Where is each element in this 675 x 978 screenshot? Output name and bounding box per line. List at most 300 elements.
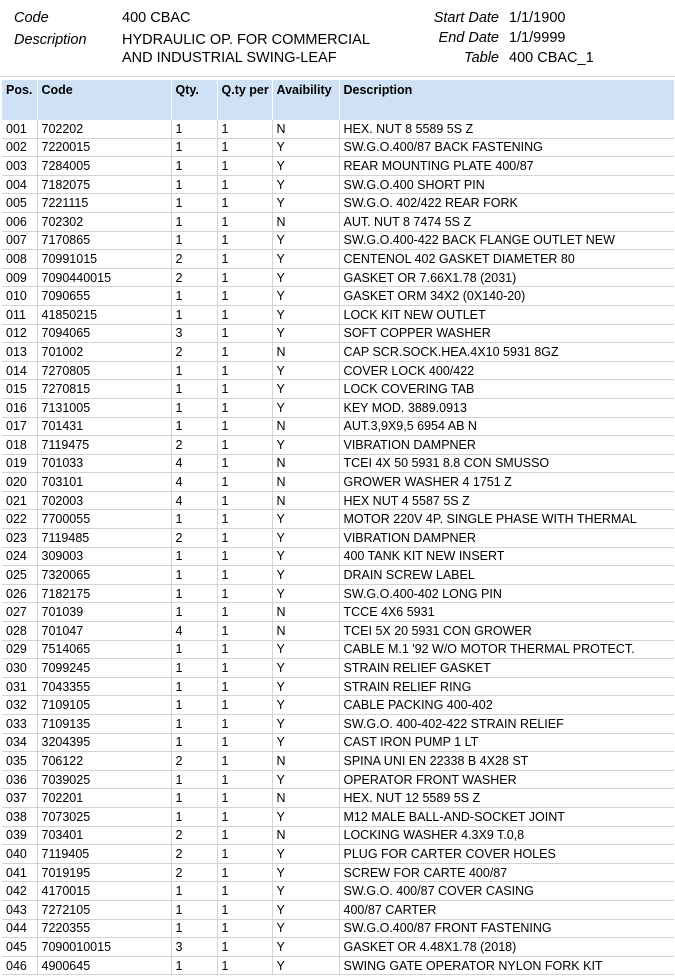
table-row bbox=[2, 491, 674, 510]
cell-availability: N bbox=[272, 622, 339, 641]
cell-pos: 041 bbox=[2, 863, 37, 882]
cell-description: MOTOR 220V 4P. SINGLE PHASE WITH THERMAL bbox=[339, 510, 674, 529]
cell-qty-per: 1 bbox=[217, 231, 272, 250]
table-row bbox=[2, 715, 674, 734]
table-row bbox=[2, 361, 674, 380]
cell-availability: Y bbox=[272, 677, 339, 696]
cell-qty-per: 1 bbox=[217, 640, 272, 659]
cell-pos: 023 bbox=[2, 529, 37, 548]
table-row bbox=[2, 789, 674, 808]
cell-description: GROWER WASHER 4 1751 Z bbox=[339, 473, 674, 492]
cell-qty-per: 1 bbox=[217, 863, 272, 882]
cell-pos: 015 bbox=[2, 380, 37, 399]
cell-qty: 1 bbox=[171, 882, 217, 901]
cell-code: 7039025 bbox=[37, 770, 171, 789]
cell-description: REAR MOUNTING PLATE 400/87 bbox=[339, 157, 674, 176]
cell-qty-per: 1 bbox=[217, 343, 272, 362]
start-date-value: 1/1/1900 bbox=[509, 10, 566, 26]
cell-code: 7090440015 bbox=[37, 268, 171, 287]
cell-pos: 038 bbox=[2, 807, 37, 826]
cell-qty: 1 bbox=[171, 900, 217, 919]
cell-availability: Y bbox=[272, 231, 339, 250]
cell-pos: 013 bbox=[2, 343, 37, 362]
cell-qty: 1 bbox=[171, 770, 217, 789]
cell-availability: Y bbox=[272, 640, 339, 659]
cell-qty-per: 1 bbox=[217, 770, 272, 789]
cell-pos: 016 bbox=[2, 398, 37, 417]
cell-code: 41850215 bbox=[37, 305, 171, 324]
cell-pos: 028 bbox=[2, 622, 37, 641]
cell-description: VIBRATION DAMPNER bbox=[339, 436, 674, 455]
code-label: Code bbox=[14, 10, 49, 26]
table-value: 400 CBAC_1 bbox=[509, 50, 594, 66]
cell-qty-per: 1 bbox=[217, 845, 272, 864]
table-row bbox=[2, 919, 674, 938]
table-row bbox=[2, 287, 674, 306]
cell-qty: 1 bbox=[171, 807, 217, 826]
cell-availability: Y bbox=[272, 900, 339, 919]
cell-qty: 1 bbox=[171, 194, 217, 213]
cell-code: 7270815 bbox=[37, 380, 171, 399]
table-row bbox=[2, 380, 674, 399]
cell-description: SW.G.O.400/87 BACK FASTENING bbox=[339, 138, 674, 157]
cell-description: GASKET OR 7.66X1.78 (2031) bbox=[339, 268, 674, 287]
cell-qty: 1 bbox=[171, 677, 217, 696]
cell-description: LOCK KIT NEW OUTLET bbox=[339, 305, 674, 324]
cell-qty: 4 bbox=[171, 473, 217, 492]
cell-code: 7090010015 bbox=[37, 938, 171, 957]
cell-qty: 3 bbox=[171, 938, 217, 957]
cell-qty-per: 1 bbox=[217, 733, 272, 752]
cell-availability: Y bbox=[272, 194, 339, 213]
cell-availability: Y bbox=[272, 157, 339, 176]
cell-code: 7221115 bbox=[37, 194, 171, 213]
cell-qty-per: 1 bbox=[217, 287, 272, 306]
cell-availability: N bbox=[272, 212, 339, 231]
cell-qty: 4 bbox=[171, 491, 217, 510]
cell-pos: 031 bbox=[2, 677, 37, 696]
cell-qty: 1 bbox=[171, 417, 217, 436]
table-row bbox=[2, 138, 674, 157]
cell-availability: N bbox=[272, 473, 339, 492]
cell-qty-per: 1 bbox=[217, 696, 272, 715]
cell-qty-per: 1 bbox=[217, 250, 272, 269]
cell-pos: 032 bbox=[2, 696, 37, 715]
cell-availability: Y bbox=[272, 938, 339, 957]
table-row bbox=[2, 696, 674, 715]
cell-qty: 1 bbox=[171, 547, 217, 566]
table-row bbox=[2, 529, 674, 548]
cell-pos: 027 bbox=[2, 603, 37, 622]
cell-availability: Y bbox=[272, 138, 339, 157]
cell-pos: 033 bbox=[2, 715, 37, 734]
column-header-qty: Qty. bbox=[171, 80, 217, 120]
cell-code: 7043355 bbox=[37, 677, 171, 696]
cell-code: 7119485 bbox=[37, 529, 171, 548]
cell-qty: 1 bbox=[171, 510, 217, 529]
cell-availability: Y bbox=[272, 566, 339, 585]
cell-qty: 1 bbox=[171, 956, 217, 975]
cell-description: HEX. NUT 8 5589 5S Z bbox=[339, 120, 674, 138]
table-row bbox=[2, 473, 674, 492]
cell-description: CAST IRON PUMP 1 LT bbox=[339, 733, 674, 752]
cell-code: 7131005 bbox=[37, 398, 171, 417]
cell-qty-per: 1 bbox=[217, 900, 272, 919]
cell-description: SCREW FOR CARTE 400/87 bbox=[339, 863, 674, 882]
table-row bbox=[2, 622, 674, 641]
cell-qty-per: 1 bbox=[217, 752, 272, 771]
table-row bbox=[2, 752, 674, 771]
table-row bbox=[2, 194, 674, 213]
table-row bbox=[2, 807, 674, 826]
cell-pos: 034 bbox=[2, 733, 37, 752]
cell-qty: 2 bbox=[171, 436, 217, 455]
table-header-row bbox=[2, 80, 674, 120]
cell-pos: 002 bbox=[2, 138, 37, 157]
cell-description: HEX. NUT 12 5589 5S Z bbox=[339, 789, 674, 808]
cell-code: 70991015 bbox=[37, 250, 171, 269]
cell-qty: 1 bbox=[171, 696, 217, 715]
table-row bbox=[2, 826, 674, 845]
table-row bbox=[2, 603, 674, 622]
cell-pos: 025 bbox=[2, 566, 37, 585]
cell-qty: 2 bbox=[171, 826, 217, 845]
cell-code: 701047 bbox=[37, 622, 171, 641]
cell-qty-per: 1 bbox=[217, 175, 272, 194]
cell-qty-per: 1 bbox=[217, 603, 272, 622]
cell-code: 701002 bbox=[37, 343, 171, 362]
cell-availability: Y bbox=[272, 882, 339, 901]
cell-pos: 044 bbox=[2, 919, 37, 938]
cell-pos: 024 bbox=[2, 547, 37, 566]
cell-qty-per: 1 bbox=[217, 566, 272, 585]
cell-availability: Y bbox=[272, 287, 339, 306]
cell-availability: Y bbox=[272, 250, 339, 269]
cell-qty-per: 1 bbox=[217, 807, 272, 826]
table-row bbox=[2, 175, 674, 194]
cell-pos: 007 bbox=[2, 231, 37, 250]
cell-qty: 1 bbox=[171, 640, 217, 659]
cell-availability: Y bbox=[272, 305, 339, 324]
cell-qty-per: 1 bbox=[217, 305, 272, 324]
cell-qty-per: 1 bbox=[217, 454, 272, 473]
cell-availability: Y bbox=[272, 547, 339, 566]
cell-code: 7109105 bbox=[37, 696, 171, 715]
cell-description: 400 TANK KIT NEW INSERT bbox=[339, 547, 674, 566]
cell-description: KEY MOD. 3889.0913 bbox=[339, 398, 674, 417]
cell-qty-per: 1 bbox=[217, 436, 272, 455]
table-row bbox=[2, 900, 674, 919]
cell-availability: Y bbox=[272, 659, 339, 678]
cell-pos: 005 bbox=[2, 194, 37, 213]
cell-qty-per: 1 bbox=[217, 938, 272, 957]
cell-availability: Y bbox=[272, 380, 339, 399]
cell-code: 4900645 bbox=[37, 956, 171, 975]
cell-pos: 020 bbox=[2, 473, 37, 492]
cell-pos: 042 bbox=[2, 882, 37, 901]
cell-description: SPINA UNI EN 22338 B 4X28 ST bbox=[339, 752, 674, 771]
cell-qty-per: 1 bbox=[217, 138, 272, 157]
cell-availability: N bbox=[272, 343, 339, 362]
cell-description: SW.G.O.400/87 FRONT FASTENING bbox=[339, 919, 674, 938]
cell-qty: 2 bbox=[171, 863, 217, 882]
cell-pos: 019 bbox=[2, 454, 37, 473]
cell-description: STRAIN RELIEF RING bbox=[339, 677, 674, 696]
table-row bbox=[2, 157, 674, 176]
cell-qty-per: 1 bbox=[217, 380, 272, 399]
table-row bbox=[2, 305, 674, 324]
cell-pos: 035 bbox=[2, 752, 37, 771]
cell-description: SW.G.O.400-402 LONG PIN bbox=[339, 584, 674, 603]
cell-availability: N bbox=[272, 120, 339, 138]
cell-qty: 2 bbox=[171, 752, 217, 771]
cell-description: SW.G.O. 402/422 REAR FORK bbox=[339, 194, 674, 213]
cell-code: 7320065 bbox=[37, 566, 171, 585]
cell-qty-per: 1 bbox=[217, 529, 272, 548]
table-row bbox=[2, 640, 674, 659]
cell-qty-per: 1 bbox=[217, 547, 272, 566]
table-row bbox=[2, 882, 674, 901]
cell-availability: N bbox=[272, 789, 339, 808]
cell-description: LOCK COVERING TAB bbox=[339, 380, 674, 399]
cell-description: PLUG FOR CARTER COVER HOLES bbox=[339, 845, 674, 864]
cell-description: OPERATOR FRONT WASHER bbox=[339, 770, 674, 789]
cell-description: COVER LOCK 400/422 bbox=[339, 361, 674, 380]
table-row bbox=[2, 547, 674, 566]
cell-availability: Y bbox=[272, 863, 339, 882]
cell-description: GASKET OR 4.48X1.78 (2018) bbox=[339, 938, 674, 957]
table-row bbox=[2, 454, 674, 473]
cell-pos: 008 bbox=[2, 250, 37, 269]
cell-pos: 040 bbox=[2, 845, 37, 864]
cell-code: 4170015 bbox=[37, 882, 171, 901]
table-row bbox=[2, 863, 674, 882]
header-divider bbox=[0, 76, 675, 77]
cell-qty: 2 bbox=[171, 845, 217, 864]
cell-pos: 021 bbox=[2, 491, 37, 510]
cell-qty-per: 1 bbox=[217, 510, 272, 529]
cell-code: 7109135 bbox=[37, 715, 171, 734]
column-header-pos: Pos. bbox=[2, 80, 37, 120]
cell-qty-per: 1 bbox=[217, 268, 272, 287]
description-label: Description bbox=[14, 32, 87, 48]
cell-pos: 018 bbox=[2, 436, 37, 455]
column-header-availability: Avaibility bbox=[272, 80, 339, 120]
cell-description: SW.G.O. 400/87 COVER CASING bbox=[339, 882, 674, 901]
cell-code: 7220355 bbox=[37, 919, 171, 938]
cell-code: 702003 bbox=[37, 491, 171, 510]
cell-qty-per: 1 bbox=[217, 789, 272, 808]
cell-pos: 009 bbox=[2, 268, 37, 287]
cell-code: 7119475 bbox=[37, 436, 171, 455]
cell-availability: Y bbox=[272, 529, 339, 548]
cell-availability: Y bbox=[272, 770, 339, 789]
cell-availability: Y bbox=[272, 175, 339, 194]
cell-qty-per: 1 bbox=[217, 398, 272, 417]
cell-code: 7182075 bbox=[37, 175, 171, 194]
cell-description: SW.G.O.400-422 BACK FLANGE OUTLET NEW bbox=[339, 231, 674, 250]
cell-availability: N bbox=[272, 491, 339, 510]
table-label: Table bbox=[464, 50, 499, 66]
cell-description: VIBRATION DAMPNER bbox=[339, 529, 674, 548]
cell-description: LOCKING WASHER 4.3X9 T.0,8 bbox=[339, 826, 674, 845]
cell-qty: 4 bbox=[171, 454, 217, 473]
cell-qty-per: 1 bbox=[217, 417, 272, 436]
cell-code: 701039 bbox=[37, 603, 171, 622]
table-row bbox=[2, 733, 674, 752]
table-row bbox=[2, 677, 674, 696]
cell-qty: 1 bbox=[171, 212, 217, 231]
cell-code: 7270805 bbox=[37, 361, 171, 380]
cell-availability: N bbox=[272, 826, 339, 845]
cell-pos: 011 bbox=[2, 305, 37, 324]
cell-qty-per: 1 bbox=[217, 659, 272, 678]
cell-code: 7514065 bbox=[37, 640, 171, 659]
table-row bbox=[2, 398, 674, 417]
cell-qty: 1 bbox=[171, 157, 217, 176]
cell-code: 7182175 bbox=[37, 584, 171, 603]
cell-availability: N bbox=[272, 752, 339, 771]
cell-qty: 4 bbox=[171, 622, 217, 641]
document-header bbox=[0, 0, 675, 76]
cell-pos: 046 bbox=[2, 956, 37, 975]
cell-availability: Y bbox=[272, 584, 339, 603]
cell-qty-per: 1 bbox=[217, 212, 272, 231]
cell-qty-per: 1 bbox=[217, 491, 272, 510]
table-row bbox=[2, 510, 674, 529]
cell-qty: 2 bbox=[171, 343, 217, 362]
cell-description: SW.G.O.400 SHORT PIN bbox=[339, 175, 674, 194]
cell-qty: 1 bbox=[171, 733, 217, 752]
table-row bbox=[2, 343, 674, 362]
cell-availability: Y bbox=[272, 919, 339, 938]
cell-qty: 1 bbox=[171, 120, 217, 138]
cell-qty-per: 1 bbox=[217, 882, 272, 901]
cell-qty: 1 bbox=[171, 659, 217, 678]
cell-code: 703101 bbox=[37, 473, 171, 492]
cell-code: 702201 bbox=[37, 789, 171, 808]
table-row bbox=[2, 770, 674, 789]
parts-table bbox=[2, 80, 675, 975]
column-header-qty-per: Q.ty per bbox=[217, 80, 272, 120]
cell-qty: 1 bbox=[171, 287, 217, 306]
cell-qty: 1 bbox=[171, 231, 217, 250]
cell-qty: 1 bbox=[171, 715, 217, 734]
cell-pos: 004 bbox=[2, 175, 37, 194]
cell-code: 7073025 bbox=[37, 807, 171, 826]
column-header-description: Description bbox=[339, 80, 674, 120]
cell-qty-per: 1 bbox=[217, 919, 272, 938]
cell-qty: 1 bbox=[171, 566, 217, 585]
cell-description: HEX NUT 4 5587 5S Z bbox=[339, 491, 674, 510]
cell-pos: 010 bbox=[2, 287, 37, 306]
cell-availability: N bbox=[272, 603, 339, 622]
table-row bbox=[2, 584, 674, 603]
cell-availability: Y bbox=[272, 845, 339, 864]
cell-pos: 043 bbox=[2, 900, 37, 919]
cell-pos: 001 bbox=[2, 120, 37, 138]
cell-qty: 1 bbox=[171, 175, 217, 194]
cell-qty: 2 bbox=[171, 529, 217, 548]
cell-qty-per: 1 bbox=[217, 361, 272, 380]
cell-qty: 1 bbox=[171, 919, 217, 938]
cell-description: TCEI 5X 20 5931 CON GROWER bbox=[339, 622, 674, 641]
cell-description: AUT. NUT 8 7474 5S Z bbox=[339, 212, 674, 231]
cell-qty-per: 1 bbox=[217, 473, 272, 492]
cell-qty: 1 bbox=[171, 305, 217, 324]
cell-code: 7099245 bbox=[37, 659, 171, 678]
cell-description: TCEI 4X 50 5931 8.8 CON SMUSSO bbox=[339, 454, 674, 473]
code-value: 400 CBAC bbox=[122, 10, 191, 26]
cell-availability: Y bbox=[272, 510, 339, 529]
cell-qty: 2 bbox=[171, 268, 217, 287]
cell-code: 7700055 bbox=[37, 510, 171, 529]
cell-pos: 045 bbox=[2, 938, 37, 957]
cell-qty: 1 bbox=[171, 138, 217, 157]
cell-pos: 039 bbox=[2, 826, 37, 845]
table-row bbox=[2, 212, 674, 231]
cell-pos: 026 bbox=[2, 584, 37, 603]
cell-qty: 1 bbox=[171, 380, 217, 399]
cell-description: SWING GATE OPERATOR NYLON FORK KIT bbox=[339, 956, 674, 975]
start-date-label: Start Date bbox=[433, 10, 499, 26]
end-date-value: 1/1/9999 bbox=[509, 30, 566, 46]
cell-description: CENTENOL 402 GASKET DIAMETER 80 bbox=[339, 250, 674, 269]
cell-code: 7090655 bbox=[37, 287, 171, 306]
cell-qty-per: 1 bbox=[217, 120, 272, 138]
cell-pos: 022 bbox=[2, 510, 37, 529]
cell-pos: 030 bbox=[2, 659, 37, 678]
cell-qty-per: 1 bbox=[217, 956, 272, 975]
cell-availability: N bbox=[272, 454, 339, 473]
cell-availability: Y bbox=[272, 361, 339, 380]
cell-qty: 3 bbox=[171, 324, 217, 343]
table-row bbox=[2, 956, 674, 975]
column-header-code: Code bbox=[37, 80, 171, 120]
cell-qty: 2 bbox=[171, 250, 217, 269]
table-row bbox=[2, 659, 674, 678]
cell-availability: Y bbox=[272, 268, 339, 287]
cell-code: 706122 bbox=[37, 752, 171, 771]
cell-qty: 1 bbox=[171, 584, 217, 603]
cell-description: STRAIN RELIEF GASKET bbox=[339, 659, 674, 678]
cell-description: 400/87 CARTER bbox=[339, 900, 674, 919]
cell-availability: Y bbox=[272, 733, 339, 752]
cell-code: 3204395 bbox=[37, 733, 171, 752]
cell-code: 7272105 bbox=[37, 900, 171, 919]
cell-qty-per: 1 bbox=[217, 826, 272, 845]
cell-availability: Y bbox=[272, 956, 339, 975]
cell-availability: N bbox=[272, 417, 339, 436]
cell-qty-per: 1 bbox=[217, 715, 272, 734]
cell-availability: Y bbox=[272, 696, 339, 715]
cell-code: 701033 bbox=[37, 454, 171, 473]
cell-qty: 1 bbox=[171, 361, 217, 380]
cell-description: DRAIN SCREW LABEL bbox=[339, 566, 674, 585]
cell-pos: 036 bbox=[2, 770, 37, 789]
cell-pos: 006 bbox=[2, 212, 37, 231]
table-row bbox=[2, 417, 674, 436]
cell-description: M12 MALE BALL-AND-SOCKET JOINT bbox=[339, 807, 674, 826]
end-date-label: End Date bbox=[438, 30, 499, 46]
cell-code: 701431 bbox=[37, 417, 171, 436]
cell-description: SOFT COPPER WASHER bbox=[339, 324, 674, 343]
cell-qty-per: 1 bbox=[217, 584, 272, 603]
cell-qty: 1 bbox=[171, 603, 217, 622]
cell-code: 309003 bbox=[37, 547, 171, 566]
cell-code: 702202 bbox=[37, 120, 171, 138]
cell-qty-per: 1 bbox=[217, 622, 272, 641]
